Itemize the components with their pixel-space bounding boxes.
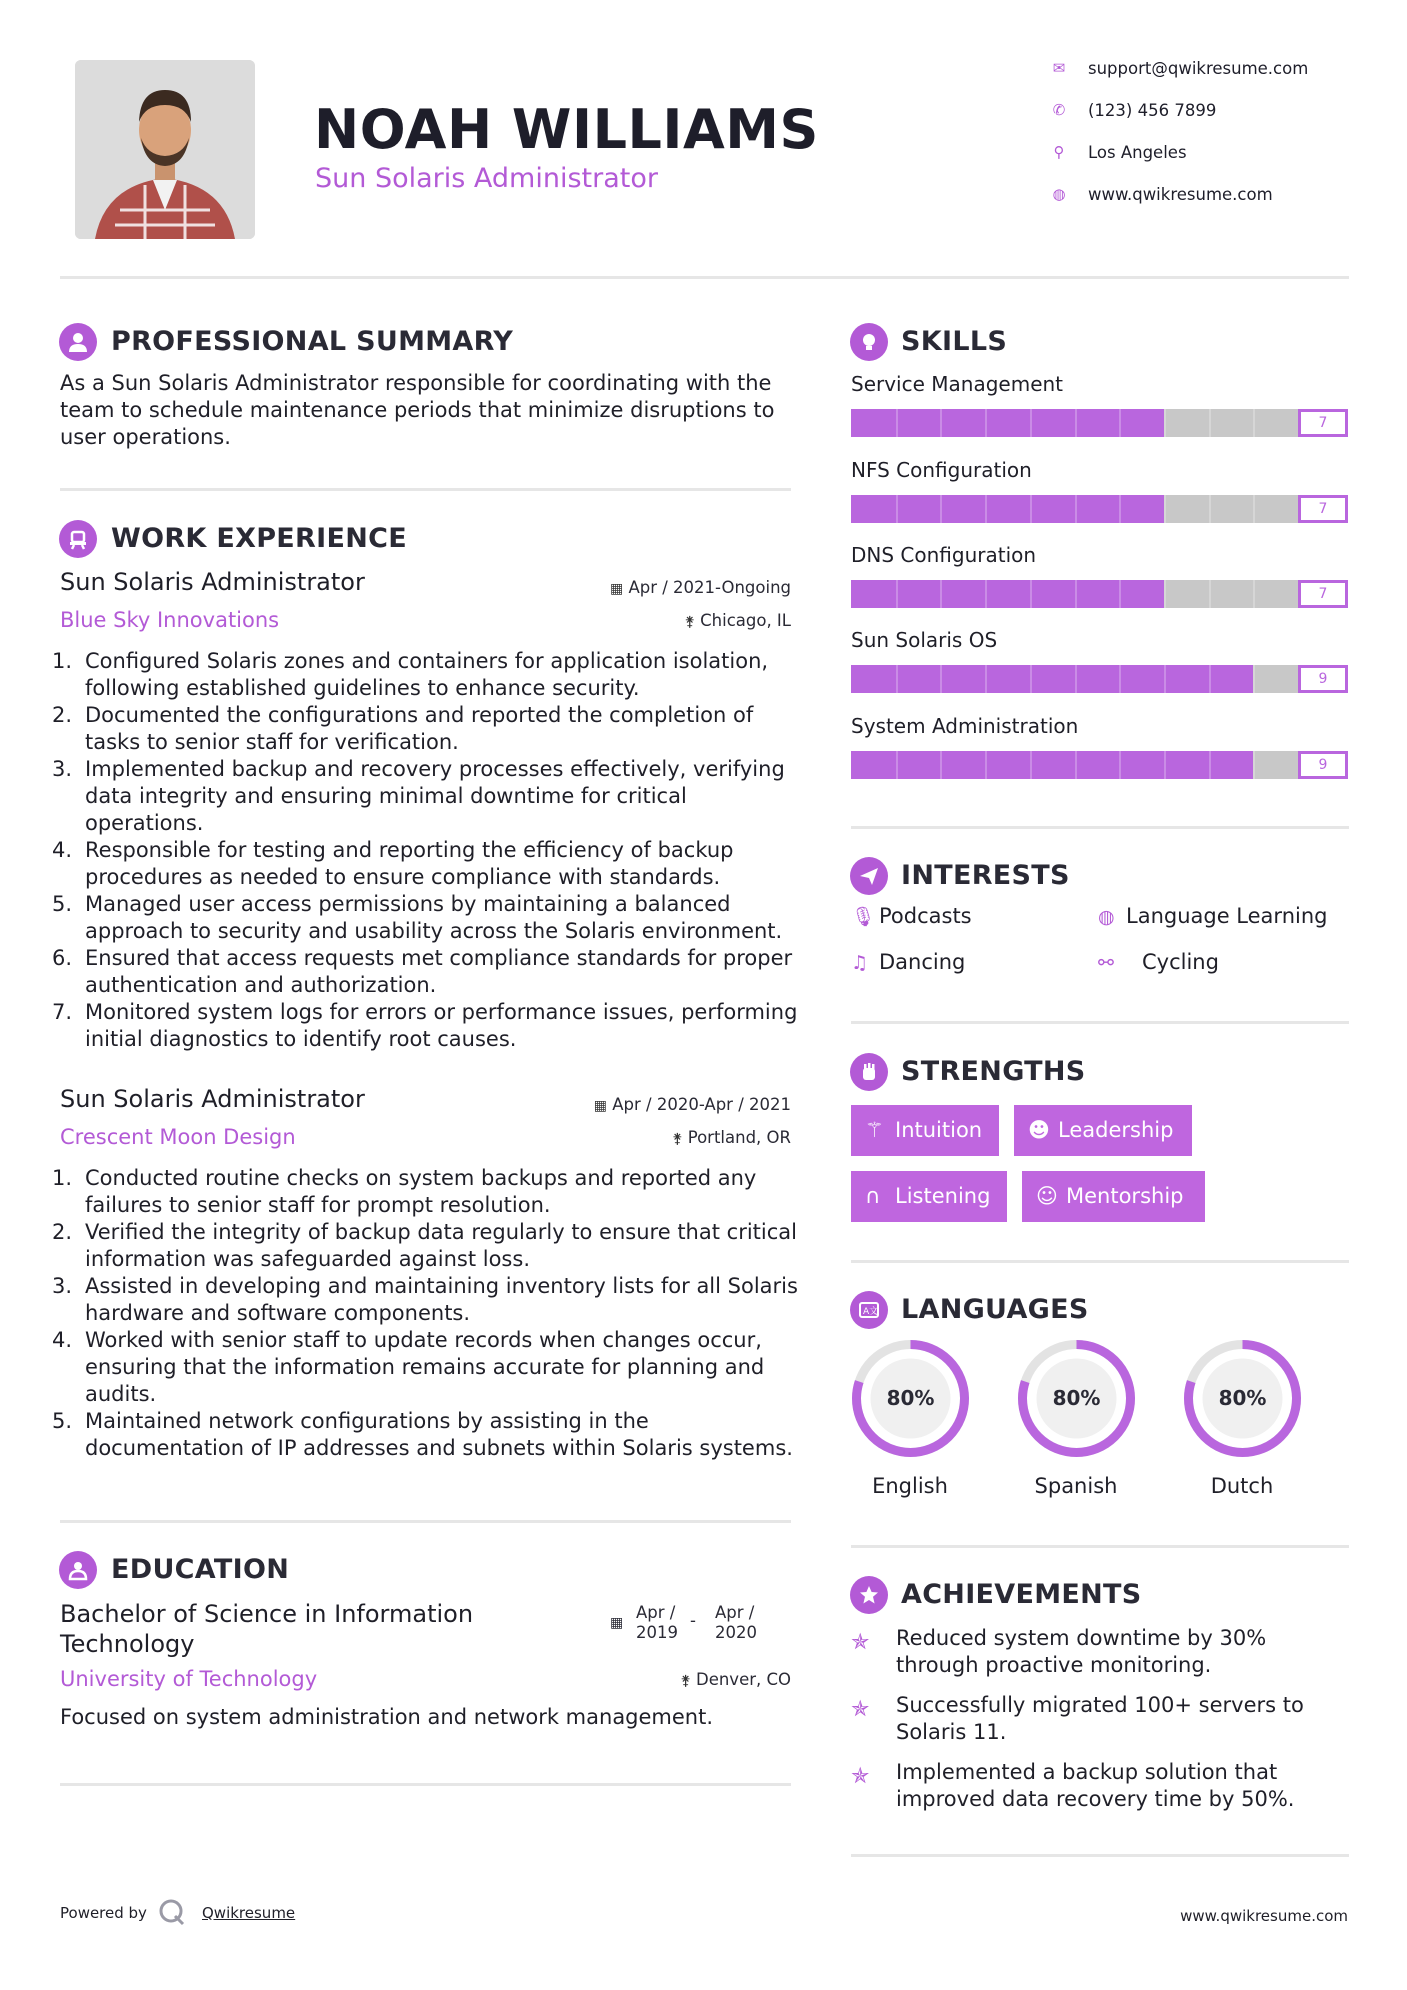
strength-mentorship: ☺ Mentorship (1022, 1171, 1205, 1222)
skill-bar-segment (940, 665, 942, 693)
envelope-icon: ✉ (1052, 59, 1066, 77)
skill-bar-segment (1164, 580, 1166, 608)
language-name: Dutch (1210, 1474, 1274, 1498)
lightbulb-icon (850, 323, 888, 361)
achievement-1: ✯ Reduced system downtime by 30% through proactive monitoring. (851, 1626, 1267, 1677)
job-2-location: ⚵ Portland, OR (664, 1128, 791, 1147)
job-1-location: ⚵ Chicago, IL (677, 611, 791, 630)
job-1-company: Blue Sky Innovations (60, 608, 280, 632)
language-icon (850, 1291, 888, 1329)
skill-bar-segment (985, 495, 987, 523)
skill-bar-fill (851, 751, 1253, 779)
achievement-2: ✯ Successfully migrated 100+ servers to Solaris 11. (851, 1693, 1304, 1744)
phone-icon: ✆ (1052, 101, 1066, 119)
education-location: ⚵ Denver, CO (673, 1670, 791, 1689)
skill-bar-segment (896, 409, 898, 437)
skill-bar-segment (1209, 665, 1211, 693)
skill-bar-segment (1075, 665, 1077, 693)
job-2-role: Sun Solaris Administrator (60, 1085, 365, 1113)
strength-leadership: ☻ Leadership (1014, 1105, 1192, 1156)
music-note-icon: ♫ (851, 952, 869, 974)
strength-listening: ∩ Listening (851, 1171, 1007, 1222)
qwikresume-link[interactable]: Qwikresume (202, 1904, 296, 1922)
star-icon: ✯ (851, 1630, 870, 1655)
skill-bar-segment (896, 665, 898, 693)
skills-divider (851, 826, 1349, 829)
skill-bar-segment (1119, 495, 1121, 523)
skill-bar-segment (1209, 751, 1211, 779)
list-item: Monitored system logs for errors or performance issues, performing initial diagnostics to identify root causes. (85, 1000, 798, 1051)
skill-name: Service Management (851, 372, 1064, 396)
list-item: Managed user access permissions by maintaining a balanced approach to security and usability across the Solaris environment. (85, 892, 783, 943)
skill-name: NFS Configuration (851, 458, 1032, 482)
skill-value-badge: 7 (1298, 580, 1348, 608)
list-item: Documented the configurations and reported the completion of tasks to senior staff for verification. (85, 703, 754, 754)
education-degree: Bachelor of Science in Information Technology (60, 1600, 474, 1658)
skill-bar (851, 580, 1348, 608)
skill-bar-segment (1164, 495, 1166, 523)
strength-intuition: ⚚ Intuition (851, 1105, 999, 1156)
language-percent: 80% (1218, 1386, 1267, 1410)
candidate-title: Sun Solaris Administrator (315, 163, 658, 194)
achievement-3: ✯ Implemented a backup solution that improved data recovery time by 50%. (851, 1760, 1295, 1811)
summary-heading: PROFESSIONAL SUMMARY (111, 326, 514, 357)
user-icon (59, 323, 97, 361)
profile-photo (75, 60, 255, 239)
skill-bar-segment (1253, 580, 1255, 608)
interest-cycling: ⚯ Cycling (1098, 950, 1219, 974)
footer-website[interactable]: www.qwikresume.com (1180, 1907, 1348, 1925)
skill-value-badge: 9 (1298, 665, 1348, 693)
experience-divider (60, 1520, 791, 1523)
job-2-dates: ▦ Apr / 2020-Apr / 2021 (589, 1095, 791, 1114)
interests-heading: INTERESTS (901, 860, 1070, 891)
achievements-divider (851, 1854, 1349, 1857)
languages-divider (851, 1545, 1349, 1548)
skill-name: System Administration (851, 714, 1079, 738)
pin-icon: ⚵ (672, 1131, 683, 1147)
interest-language-learning: ◍ Language Learning (1098, 904, 1328, 928)
microphone-icon: 🎙︎ (851, 906, 876, 928)
star-badge-icon (850, 1576, 888, 1614)
skill-bar-segment (1075, 495, 1077, 523)
globe-icon: ◍ (1098, 906, 1115, 928)
list-item: Ensured that access requests met compliance standards for proper authentication and authorization. (85, 946, 793, 997)
job-1-dates: ▦ Apr / 2021-Ongoing (605, 578, 791, 597)
list-item: Worked with senior staff to update records when changes occur, ensuring that the information remains accurate for planning and audits. (85, 1328, 765, 1406)
user-plus-icon: ☺ (1036, 1184, 1058, 1208)
education-divider (60, 1783, 791, 1786)
calendar-icon: ▦ (593, 1098, 607, 1114)
language-name: Spanish (1034, 1474, 1118, 1498)
skill-bar-segment (940, 580, 942, 608)
skills-heading: SKILLS (901, 326, 1008, 357)
pin-icon: ⚵ (684, 614, 695, 630)
job-2-duties (60, 1165, 800, 1462)
skill-bar-segment (940, 495, 942, 523)
hand-icon (850, 1053, 888, 1091)
resume-page: NOAH WILLIAMS Sun Solaris Administrator ✉ support@qwikresume.com ✆ (123) 456 7899 ⚲ Los Angeles ◍ www.qwikresume.com PROFESSIONAL SUMMARY As a Sun Solaris Administrator responsible for coordinating with the team to schedule maintenance periods that minimize disruptions to user operations. WORK EXPERIENCE Sun Solaris Administrator ▦ Apr / 2021-Ongoing Blue Sky Innovations ⚵ Chicago, IL Configured Solaris zones and containers for application isolation, following established guidelines to enhance security. Documented the configurations and reported the completion of tasks to senior staff for verification. Implemented backup and recovery processes effectively, verifying data integrity and ensuring minimal downtime for critical operations. Responsible for testing and reporting the efficiency of backup procedures as needed to ensure compliance with standards. Managed user access permissions by maintaining a balanced approach to security and usability across the Solaris environment. Ensured that access requests met compliance standards for proper authentication and authorization. Monitored system logs for errors or performance issues, performing initial diagnostics to identify root causes. Sun Solaris Administrator ▦ Apr / 2020-Apr / 2021 Crescent Moon Design ⚵ Portland, OR Conducted routine checks on system backups and reported any failures to senior staff for prompt resolution. Verified the integrity of backup data regularly to ensure that critical information was safeguarded against loss. Assisted in developing and maintaining inventory lists for all Solaris hardware and software components. Worked with senior staff to update records when changes occur, ensuring that the information remains accurate for planning and audits. Maintained network configurations by assisting in the documentation of IP addresses and subnets within Solaris systems. EDUCATION Bachelor of Science in Information Technology ▦ Apr / 2019 - Apr / 2020 University of Technology ⚵ Denver, CO Focused on system administration and network management. SKILLS Service Management 7 NFS Configuration 7 DNS Configuration 7 Sun Solaris OS 9 System Administration 9 INTERESTS 🎙︎ Podcasts ◍ Language Learning ♫ Dancing ⚯ Cycling STRENGTHS ⚚ Intuition ☻ Leadership ∩ Listening ☺ Mentorship A文 LANGUAGES 80% English 80% Spanish 80% Dutch ACHIEVEMENTS ✯ Reduced system downtime by 30% through proactive monitoring. ✯ Successfully migrated 100+ servers to Solaris 11. ✯ Implemented a backup solution that improved data recovery time by 50%. Powered by Qwikresume www.qwikresume.com (0, 0, 1407, 1990)
skill-bar (851, 665, 1348, 693)
skill-bar-segment (940, 409, 942, 437)
qwikresume-logo-icon (158, 1898, 186, 1926)
skill-name: Sun Solaris OS (851, 628, 998, 652)
calendar-icon: ▦ (609, 581, 624, 597)
skill-bar-segment (1209, 580, 1211, 608)
languages-heading: LANGUAGES (901, 1294, 1089, 1325)
skill-bar (851, 751, 1348, 779)
skill-bar-segment (1209, 495, 1211, 523)
skill-bar (851, 409, 1348, 437)
language-percent: 80% (1052, 1386, 1101, 1410)
list-item: Configured Solaris zones and containers for application isolation, following established guidelines to enhance security. (85, 649, 769, 700)
skill-bar-segment (985, 409, 987, 437)
skill-bar-segment (985, 580, 987, 608)
skill-bar-segment (1253, 495, 1255, 523)
briefcase-icon (59, 520, 97, 558)
education-heading: EDUCATION (111, 1554, 290, 1585)
list-item: Maintained network configurations by assisting in the documentation of IP addresses and subnets within Solaris systems. (85, 1409, 793, 1460)
list-item: Responsible for testing and reporting the efficiency of backup procedures as needed to ensure compliance with standards. (85, 838, 734, 889)
powered-by-label: Powered by (60, 1904, 147, 1922)
education-text: Focused on system administration and network management. (60, 1705, 714, 1729)
users-icon: ☻ (1028, 1118, 1050, 1142)
skill-bar-segment (1075, 580, 1077, 608)
language-ring (1016, 1338, 1137, 1459)
skill-bar-segment (985, 751, 987, 779)
skill-value-badge: 9 (1298, 751, 1348, 779)
star-icon: ✯ (851, 1697, 870, 1722)
skill-bar-segment (1119, 665, 1121, 693)
skill-bar-segment (940, 751, 942, 779)
skill-bar-segment (1030, 409, 1032, 437)
skill-bar-segment (1164, 751, 1166, 779)
list-item: Conducted routine checks on system backups and reported any failures to senior staff for prompt resolution. (85, 1166, 757, 1217)
skill-bar-segment (1030, 665, 1032, 693)
skill-bar-segment (1119, 409, 1121, 437)
language-ring (1182, 1338, 1303, 1459)
skill-bar-segment (896, 495, 898, 523)
education-school: University of Technology (60, 1667, 318, 1691)
interests-divider (851, 1021, 1349, 1024)
skill-value-badge: 7 (1298, 409, 1348, 437)
skill-bar (851, 495, 1348, 523)
achievements-heading: ACHIEVEMENTS (901, 1579, 1142, 1610)
skill-bar-segment (1119, 751, 1121, 779)
skill-bar-segment (1030, 495, 1032, 523)
star-icon: ✯ (851, 1764, 870, 1789)
list-item: Assisted in developing and maintaining inventory lists for all Solaris hardware and software components. (85, 1274, 798, 1325)
summary-divider (60, 488, 791, 491)
interest-podcasts: 🎙︎ Podcasts (851, 904, 972, 928)
skill-bar-segment (1209, 409, 1211, 437)
language-ring (850, 1338, 971, 1459)
language-percent: 80% (886, 1386, 935, 1410)
headphones-icon: ∩ (865, 1184, 881, 1208)
skill-bar-segment (985, 665, 987, 693)
skill-name: DNS Configuration (851, 543, 1037, 567)
skill-value-badge: 7 (1298, 495, 1348, 523)
svg-text:A文: A文 (863, 1307, 879, 1317)
map-pin-icon: ⚲ (1053, 143, 1065, 161)
skill-bar-segment (1253, 665, 1255, 693)
job-2-company: Crescent Moon Design (60, 1125, 296, 1149)
skill-bar-segment (896, 751, 898, 779)
list-item: Verified the integrity of backup data regularly to ensure that critical information was safeguarded against loss. (85, 1220, 797, 1271)
calendar-icon: ▦ (610, 1615, 624, 1631)
skill-bar-fill (851, 665, 1253, 693)
skill-bar-segment (1075, 409, 1077, 437)
language-name: English (872, 1474, 948, 1498)
header-divider (60, 276, 1349, 279)
skill-bar-segment (1030, 751, 1032, 779)
candidate-name: NOAH WILLIAMS (314, 98, 819, 161)
magic-wand-icon: ⚚ (865, 1118, 884, 1142)
bicycle-icon: ⚯ (1098, 952, 1114, 974)
strengths-divider (851, 1260, 1349, 1263)
summary-text: As a Sun Solaris Administrator responsible for coordinating with the team to schedule maintenance periods that minimize disruptions to user operations. (60, 371, 775, 449)
skill-bar-segment (896, 580, 898, 608)
experience-heading: WORK EXPERIENCE (111, 523, 407, 554)
skill-bar-segment (1253, 409, 1255, 437)
list-item: Implemented backup and recovery processes effectively, verifying data integrity and ensuring minimal downtime for critical operations. (85, 757, 785, 835)
skill-bar-segment (1119, 580, 1121, 608)
job-1-duties (60, 648, 800, 1053)
graduation-icon (59, 1551, 97, 1589)
globe-icon: ◍ (1052, 185, 1066, 203)
skill-bar-segment (1164, 409, 1166, 437)
skill-bar-segment (1253, 751, 1255, 779)
strengths-heading: STRENGTHS (901, 1056, 1086, 1087)
skill-bar-segment (1030, 580, 1032, 608)
skill-bar-segment (1075, 751, 1077, 779)
paper-plane-icon (850, 857, 888, 895)
pin-icon: ⚵ (680, 1673, 691, 1689)
skill-bar-segment (1164, 665, 1166, 693)
interest-dancing: ♫ Dancing (851, 950, 966, 974)
job-1-role: Sun Solaris Administrator (60, 568, 365, 596)
